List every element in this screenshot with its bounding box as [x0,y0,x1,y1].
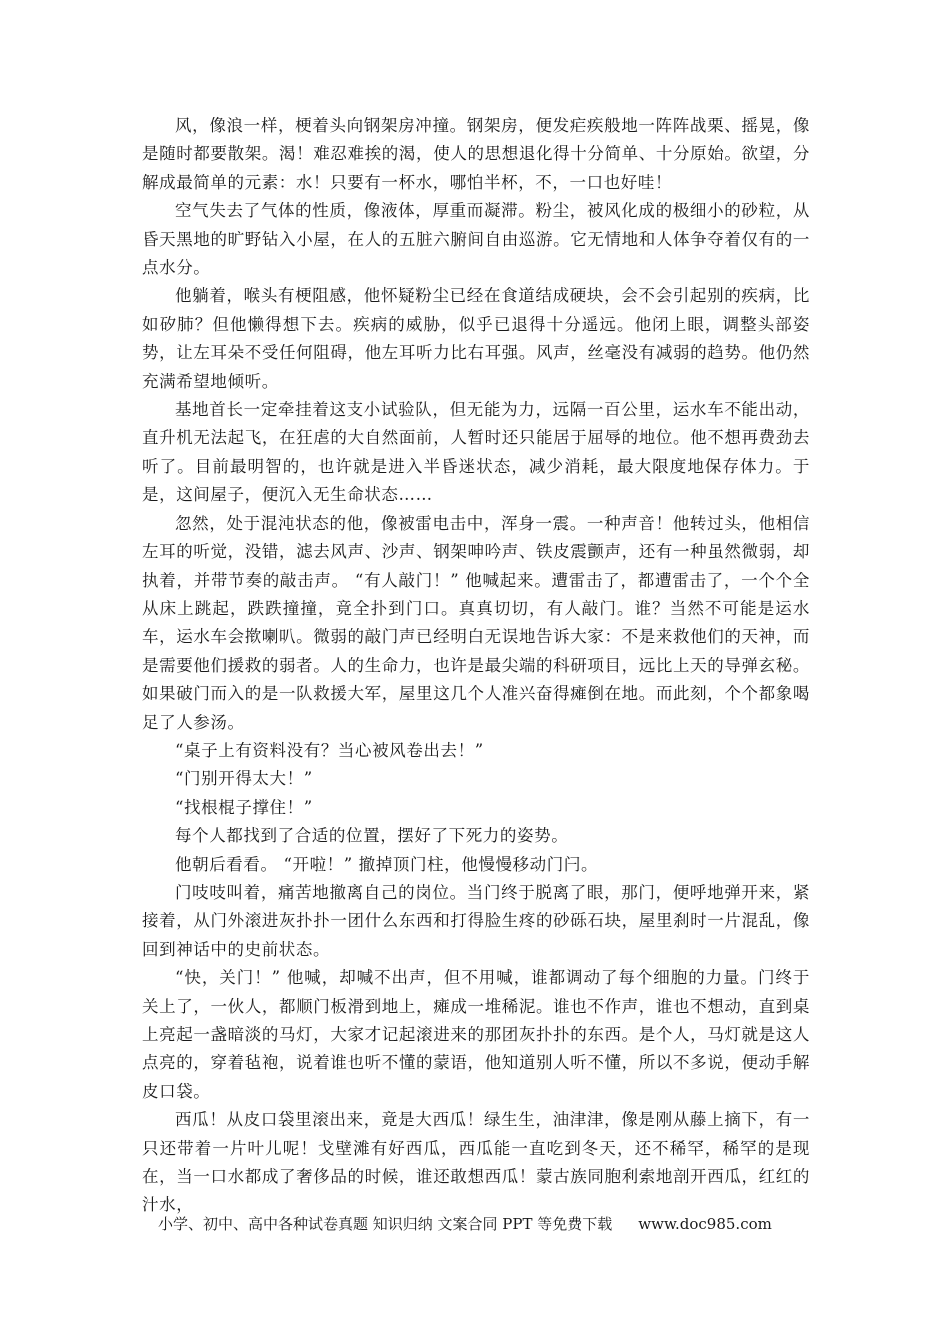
paragraph-1: 风，像浪一样，梗着头向钢架房冲撞。钢架房，便发疟疾般地一阵阵战栗、摇晃，像是随时都要散架。渴！难忍难挨的渴，使人的思想退化得十分简单、十分原始。欲望，分解成最简单的元素：水！只要有一杯水，哪怕半杯，不，一口也好哇！ [142,116,810,192]
paragraph-3: 他躺着，喉头有梗阻感，他怀疑粉尘已经在食道结成硬块，会不会引起别的疾病，比如矽肺？但他懒得想下去。疾病的威胁，似乎已退得十分遥远。他闭上眼，调整头部姿势，让左耳朵不受任何阻碍，他左耳听力比右耳强。风声，丝毫没有减弱的趋势。他仍然充满希望地倾听。 [142,286,810,391]
paragraph-5: 忽然，处于混沌状态的他，像被雷电击中，浑身一震。一种声音！他转过头，他相信左耳的听觉，没错，滤去风声、沙声、钢架呻吟声、铁皮震颤声，还有一种虽然微弱，却执着，并带节奏的敲击声。 “有人敲门！” 他喊起来。遭雷击了，都遭雷击了，一个个全从床上跳起，跌跌撞撞，竟全扑到门口。真真切切，有人敲门。谁？当然不可能是运水车，运水车会揿喇叭。微弱的敲门声已经明白无误地告诉大家：不是来救他们的天神，而是需要他们援救的弱者。人的生命力，也许是最尖端的科研项目，远比上天的导弹玄秘。如果破门而入的是一队救援大军，屋里这几个人准兴奋得瘫倒在地。而此刻，个个都象喝足了人参汤。 [142,513,810,732]
paragraph-4: 基地首长一定牵挂着这支小试验队，但无能为力，远隔一百公里，运水车不能出动，直升机无法起飞，在狂虐的大自然面前，人暂时还只能居于屈辱的地位。他不想再费劲去听了。目前最明智的，也许就是进入半昏迷状态，减少消耗，最大限度地保存体力。于是，这间屋子，便沉入无生命状态…… [142,400,810,505]
paragraph-6: 每个人都找到了合适的位置，摆好了下死力的姿势。 [175,826,569,846]
paragraph-8: 门吱吱叫着，痛苦地撤离自己的岗位。当门终于脱离了眼，那门，便呼地弹开来，紧接着，从门外滚进灰扑扑一团什么东西和打得脸生疼的砂砾石块，屋里刹时一片混乱，像回到神话中的史前状态。 [142,882,810,959]
paragraph-7: 他朝后看看。 “开啦！” 撤掉顶门柱，他慢慢移动门闩。 [175,854,599,874]
dialogue-line-1: “桌子上有资料没有？当心被风卷出去！” [175,740,484,760]
paragraph-2: 空气失去了气体的性质，像液体，厚重而凝滞。粉尘，被风化成的极细小的砂粒，从昏天黑地的旷野钻入小屋，在人的五脏六腑间自由巡游。它无情地和人体争夺着仅有的一点水分。 [142,201,810,278]
page-footer [158,1212,818,1236]
footer-site-link[interactable]: www.doc985.com [638,1215,772,1233]
footer-text: 小学、初中、高中各种试卷真题 知识归纳 文案合同 PPT 等免费下载 [158,1215,613,1233]
dialogue-line-2: “门别开得太大！” [175,769,313,789]
paragraph-9: “快，关门！” 他喊，却喊不出声，但不用喊，谁都调动了每个细胞的力量。门终于关上了，一伙人，都顺门板滑到地上，瘫成一堆稀泥。谁也不作声，谁也不想动，直到桌上亮起一盏暗淡的马灯，大家才记起滚进来的那团灰扑扑的东西。是个人，马灯就是这人点亮的，穿着毡袍，说着谁也听不懂的蒙语，他知道别人听不懂，所以不多说，便动手解皮口袋。 [142,968,810,1101]
article-body [142,112,810,1220]
paragraph-10: 西瓜！从皮口袋里滚出来，竟是大西瓜！绿生生，油津津，像是刚从藤上摘下，有一只还带着一片叶儿呢！戈壁滩有好西瓜，西瓜能一直吃到冬天，还不稀罕，稀罕的是现在，当一口水都成了奢侈品的时候，谁还敢想西瓜！蒙古族同胞利索地剖开西瓜，红红的汁水， [142,1110,810,1215]
dialogue-line-3: “找根棍子撑住！” [175,797,313,817]
